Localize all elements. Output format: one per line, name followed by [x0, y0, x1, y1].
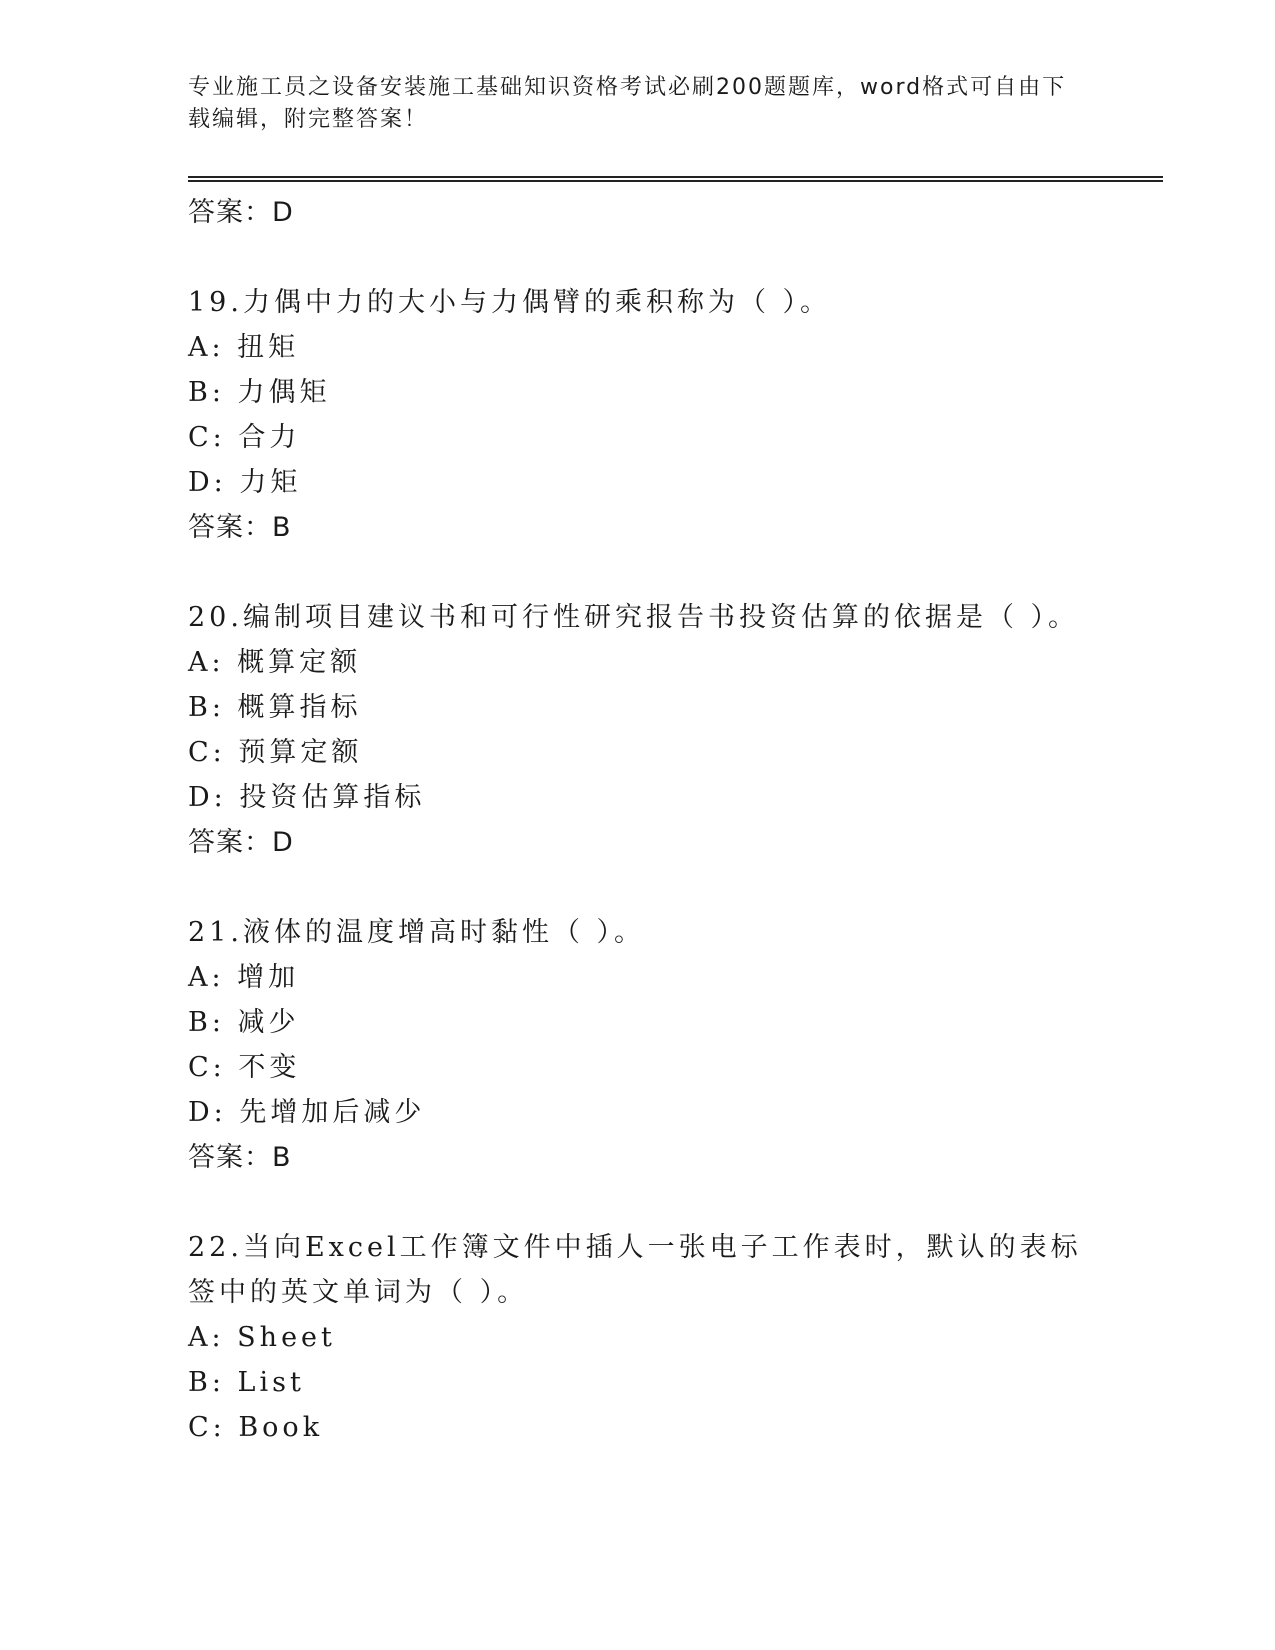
question-list: [188, 190, 1088, 1450]
option-a: A: 扭矩: [188, 332, 300, 363]
answer-line: 答案：B: [188, 512, 292, 543]
question-21: [188, 910, 1088, 1180]
question-stem: 19.力偶中力的大小与力偶臂的乘积称为（ ）。: [188, 287, 832, 318]
question-19: [188, 280, 1088, 550]
option-c: C: 预算定额: [188, 737, 363, 768]
option-c: C: 合力: [188, 422, 301, 453]
option-a: A: 概算定额: [188, 647, 362, 678]
question-22: [188, 1225, 1088, 1450]
question-stem: 20.编制项目建议书和可行性研究报告书投资估算的依据是（ ）。: [188, 602, 1080, 633]
option-d: D: 先增加后减少: [188, 1097, 426, 1128]
document-header: 专业施工员之设备安装施工基础知识资格考试必刷200题题库，word格式可自由下载编辑，附完整答案！: [188, 75, 1067, 132]
option-b: B: 概算指标: [188, 692, 362, 723]
option-c: C: Book: [188, 1412, 324, 1443]
option-b: B: 力偶矩: [188, 377, 331, 408]
answer-line: 答案：B: [188, 1142, 292, 1173]
header-rule-bottom: [188, 180, 1163, 182]
option-c: C: 不变: [188, 1052, 301, 1083]
option-d: D: 力矩: [188, 467, 302, 498]
header-rule-top: [188, 176, 1163, 178]
answer-line: 答案：D: [188, 197, 294, 228]
answer-line: 答案：D: [188, 827, 294, 858]
question-20: [188, 595, 1088, 865]
option-a: A: 增加: [188, 962, 300, 993]
option-a: A: Sheet: [188, 1322, 336, 1353]
option-b: B: List: [188, 1367, 305, 1398]
option-d: D: 投资估算指标: [188, 782, 426, 813]
question-stem: 21.液体的温度增高时黏性（ ）。: [188, 917, 646, 948]
option-b: B: 减少: [188, 1007, 300, 1038]
question-stem: 22.当向Excel工作簿文件中插人一张电子工作表时，默认的表标签中的英文单词为（ ）。: [188, 1232, 1082, 1308]
